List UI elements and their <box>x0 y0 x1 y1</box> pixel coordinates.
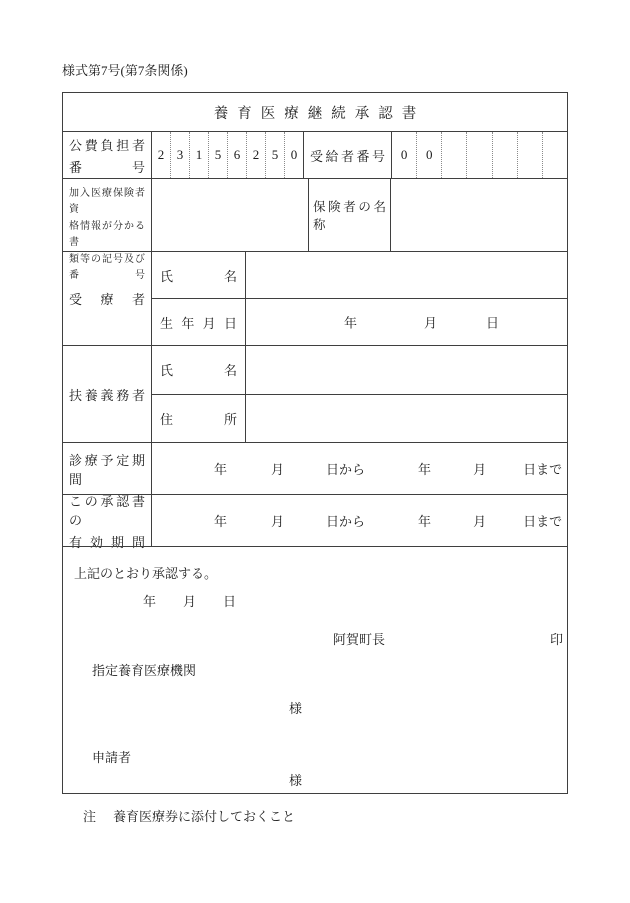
dependent-name-label: 氏名 <box>152 346 246 394</box>
dependent-address-value-cell <box>246 395 567 443</box>
month-placeholder: 月 <box>424 315 438 331</box>
payer-number-cells <box>152 132 304 178</box>
recipient-digit-cell <box>466 132 491 178</box>
title-row <box>63 93 567 131</box>
footnote <box>83 806 295 825</box>
validity-period-row <box>63 493 567 550</box>
form-number: 様式第7号(第7条関係) <box>62 63 188 78</box>
day-until-placeholder: 日まで <box>523 514 563 529</box>
validity-period-value-cell <box>152 495 567 546</box>
patient-birth-value-cell <box>246 299 567 345</box>
seal-mark: 印 <box>550 632 564 647</box>
year-placeholder: 年 <box>143 594 157 609</box>
patient-name-label: 氏名 <box>152 252 246 298</box>
approval-date-line <box>63 591 567 609</box>
payer-digit-cell: 2 <box>246 132 265 178</box>
day-placeholder: 日 <box>486 315 500 331</box>
mayor-title: 阿賀町長 <box>333 632 386 647</box>
dependent-row <box>63 345 567 442</box>
recipient-number-cells <box>392 132 567 178</box>
patient-birth-row <box>152 298 567 345</box>
payer-digit-cell: 5 <box>265 132 284 178</box>
dependent-name-row <box>152 346 567 394</box>
patient-name-row <box>152 252 567 298</box>
recipient-digit-cell: 0 <box>400 147 408 162</box>
day-placeholder: 日 <box>223 594 237 609</box>
approval-form-table <box>62 92 568 794</box>
day-from-placeholder: 日から <box>326 462 366 477</box>
insurance-doc-label: 加入医療保険者資 格情報が分かる書 類等の記号及び 番号 <box>63 179 152 251</box>
number-row <box>63 131 567 178</box>
footnote-prefix: 注 <box>83 809 97 824</box>
year-placeholder: 年 <box>214 462 228 477</box>
month-placeholder: 月 <box>271 462 285 477</box>
recipient-digit-cell <box>492 132 517 178</box>
recipient-digit-cell <box>517 132 542 178</box>
patient-row <box>63 251 567 345</box>
dependent-address-label: 住所 <box>152 395 246 443</box>
form-title: 養育医療継続承認書 <box>213 105 426 122</box>
payer-digit-cell: 5 <box>208 132 227 178</box>
year-placeholder: 年 <box>418 462 432 477</box>
patient-name-value-cell <box>246 252 567 298</box>
approval-statement: 上記のとおり承認する。 <box>74 566 218 581</box>
approval-section <box>63 546 567 793</box>
month-placeholder: 月 <box>473 514 487 529</box>
month-placeholder: 月 <box>271 514 285 529</box>
insurance-doc-value-cell <box>152 179 309 251</box>
recipient-digit-cell <box>441 132 466 178</box>
dependent-address-row <box>152 394 567 443</box>
payer-number-label <box>63 132 152 178</box>
validity-period-label: この承認書の 有効期間 <box>63 495 152 546</box>
payer-digit-cell: 3 <box>170 132 189 178</box>
footnote-text: 養育医療券に添付しておくこと <box>113 809 296 824</box>
honorific-sama: 様 <box>289 701 303 716</box>
month-placeholder: 月 <box>473 462 487 477</box>
payer-digit-cell: 0 <box>284 132 303 178</box>
day-until-placeholder: 日まで <box>523 462 563 477</box>
mayor-line <box>63 629 567 647</box>
applicant-label: 申請者 <box>92 750 132 765</box>
year-placeholder: 年 <box>418 514 432 529</box>
payer-digit-cell: 1 <box>189 132 208 178</box>
insurer-name-value-cell <box>391 179 567 251</box>
dependent-name-value-cell <box>246 346 567 394</box>
institution-label: 指定養育医療機関 <box>92 663 197 678</box>
treatment-period-value-cell <box>152 443 567 494</box>
payer-digit-cell: 2 <box>157 147 165 162</box>
payer-number-label-line2: 番号 <box>69 159 145 175</box>
recipient-number-label: 受給者番号 <box>304 132 392 178</box>
patient-label: 受療者 <box>63 252 152 345</box>
insurer-name-label: 保険者の名称 <box>309 179 391 251</box>
honorific-sama: 様 <box>289 773 303 788</box>
recipient-digit-cell <box>542 132 567 178</box>
month-placeholder: 月 <box>183 594 197 609</box>
dependent-label: 扶養義務者 <box>63 346 152 442</box>
year-placeholder: 年 <box>344 315 358 331</box>
year-placeholder: 年 <box>214 514 228 529</box>
payer-digit-cell: 6 <box>227 132 246 178</box>
treatment-period-row <box>63 442 567 494</box>
treatment-period-label: 診療予定期間 <box>63 443 152 494</box>
recipient-digit-cell: 0 <box>416 132 441 178</box>
payer-number-label-line1: 公費負担者 <box>69 137 145 153</box>
day-from-placeholder: 日から <box>326 514 366 529</box>
patient-birth-label: 生年月日 <box>152 299 246 345</box>
